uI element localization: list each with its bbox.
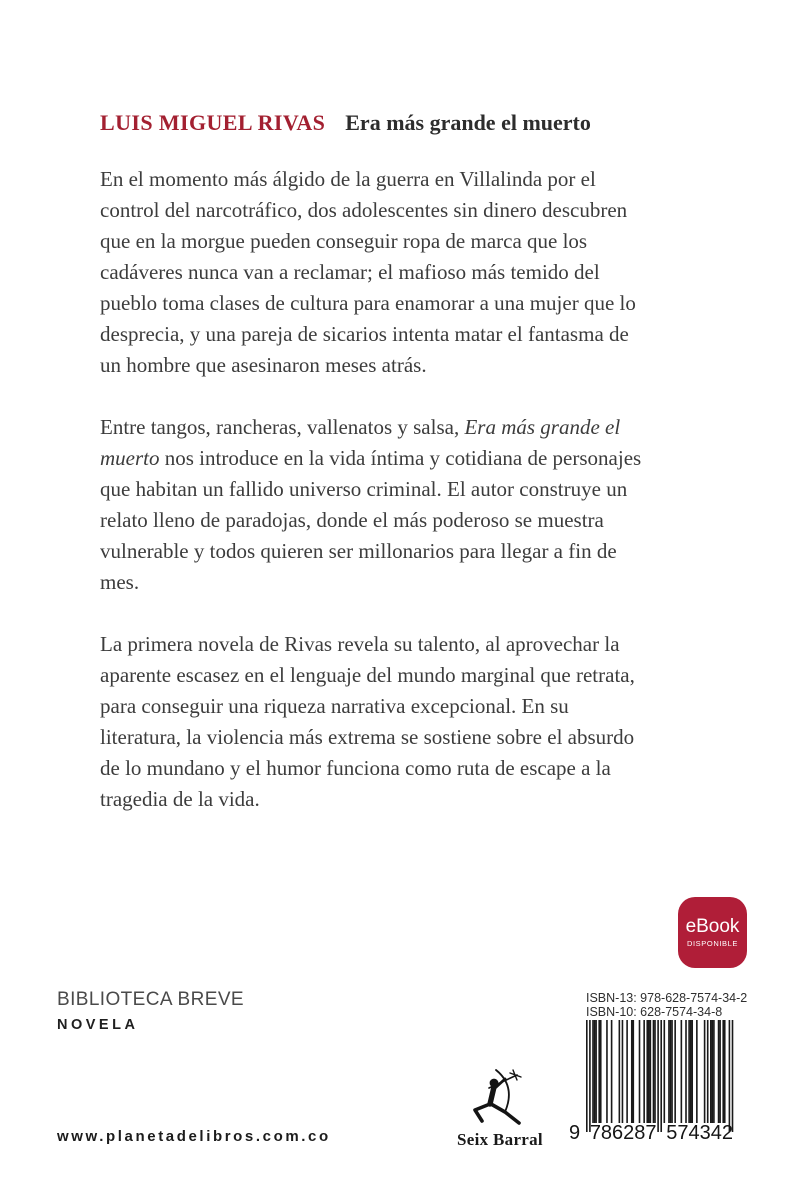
ebook-available-badge bbox=[678, 897, 747, 968]
barcode-number bbox=[569, 1122, 733, 1145]
seix-barral-archer-logo bbox=[469, 1066, 531, 1128]
collection-genre: NOVELA bbox=[57, 1017, 139, 1033]
author-name: LUIS MIGUEL RIVAS bbox=[100, 110, 326, 135]
isbn10-line: ISBN-10: 628-7574-34-8 bbox=[586, 1005, 723, 1019]
barcode-digit-group: 9 bbox=[569, 1122, 581, 1144]
synopsis-paragraph: Entre tangos, rancheras, vallenatos y salsa, Era más grande el muerto nos introduce en la vida íntima y cotidiana de personajes que habitan un fallido universo criminal. El autor construye un relato lleno de paradojas, donde el más poderoso se muestra vulnerable y todos quieren ser millonarios para llegar a fin de mes. bbox=[100, 415, 642, 594]
website-url: www.planetadelibros.com.co bbox=[57, 1128, 331, 1145]
header bbox=[100, 110, 591, 136]
publisher-name: Seix Barral bbox=[457, 1130, 543, 1149]
isbn-block bbox=[586, 991, 747, 1019]
barcode-digit-group: 574342 bbox=[666, 1122, 733, 1144]
collection-name: BIBLIOTECA BREVE bbox=[57, 989, 244, 1010]
isbn13-line: ISBN-13: 978-628-7574-34-2 bbox=[586, 991, 748, 1005]
synopsis-paragraph: La primera novela de Rivas revela su talento, al aprovechar la aparente escasez en el lenguaje del mundo marginal que retrata, para conseguir una riqueza narrativa excepcional. En su literatura, la violencia más extrema se sostiene sobre el absurdo de lo mundano y el humor funciona como ruta de escape a la tragedia de la vida. bbox=[100, 632, 635, 811]
barcode-digit-group: 786287 bbox=[589, 1122, 657, 1144]
ebook-badge-label: eBook bbox=[685, 916, 740, 937]
synopsis bbox=[100, 164, 645, 846]
book-title: Era más grande el muerto bbox=[345, 110, 591, 135]
publisher-block bbox=[452, 1066, 548, 1150]
synopsis-paragraph: En el momento más álgido de la guerra en Villalinda por el control del narcotráfico, dos adolescentes sin dinero descubren que en la morgue pueden conseguir ropa de marca que los cadáveres nunca van a reclamar; el mafioso más temido del pueblo toma clases de cultura para enamorar a una mujer que lo desprecia, y una pareja de sicarios intenta matar el fantasma de un hombre que asesinaron meses atrás. bbox=[100, 167, 636, 377]
isbn-barcode bbox=[586, 1020, 734, 1132]
collection-block bbox=[57, 989, 244, 1033]
ebook-badge-sublabel: DISPONIBLE bbox=[686, 939, 738, 948]
